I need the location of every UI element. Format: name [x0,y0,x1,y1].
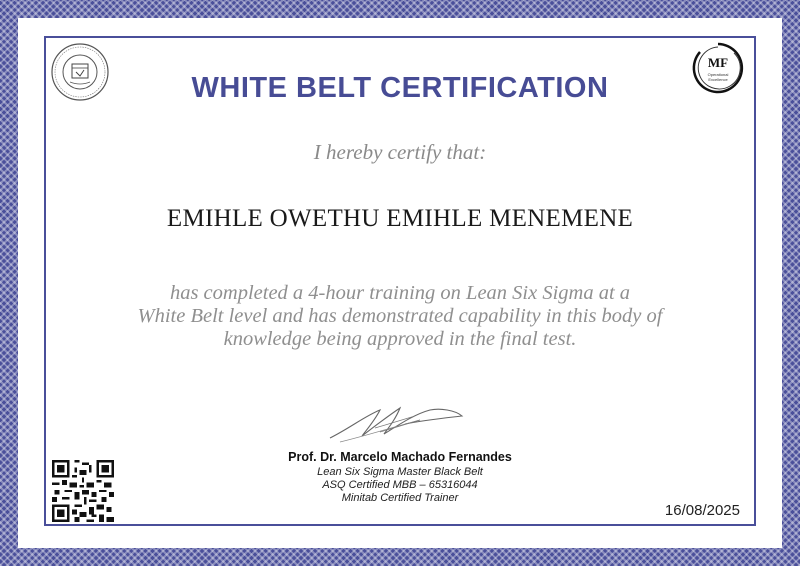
signer-name: Prof. Dr. Marcelo Machado Fernandes [288,450,512,464]
mf-caption-2: Excellence [708,77,728,82]
certify-line: I hereby certify that: [313,140,487,164]
mf-monogram: MF [707,55,729,70]
recipient-name: EMIHLE OWETHU EMIHLE MENEMENE [166,205,634,232]
signer-credential: Minitab Certified Trainer [341,492,459,504]
issue-date: 16/08/2025 [664,502,740,519]
mf-caption-1: Operational [707,72,729,77]
certificate-body [120,282,680,351]
signer-credential: ASQ Certified MBB – 65316044 [322,479,478,491]
certificate-title: WHITE BELT CERTIFICATION [191,72,609,104]
signature-icon [320,398,470,448]
signer-block [200,450,600,505]
qr-code-icon[interactable] [52,460,114,522]
signer-credential: Lean Six Sigma Master Black Belt [317,466,483,478]
body-line: has completed a 4-hour training on Lean Six Sigma at a [169,282,631,304]
body-line: White Belt level and has demonstrated capability in this body of [137,305,663,327]
body-line: knowledge being approved in the final test. [223,328,577,350]
